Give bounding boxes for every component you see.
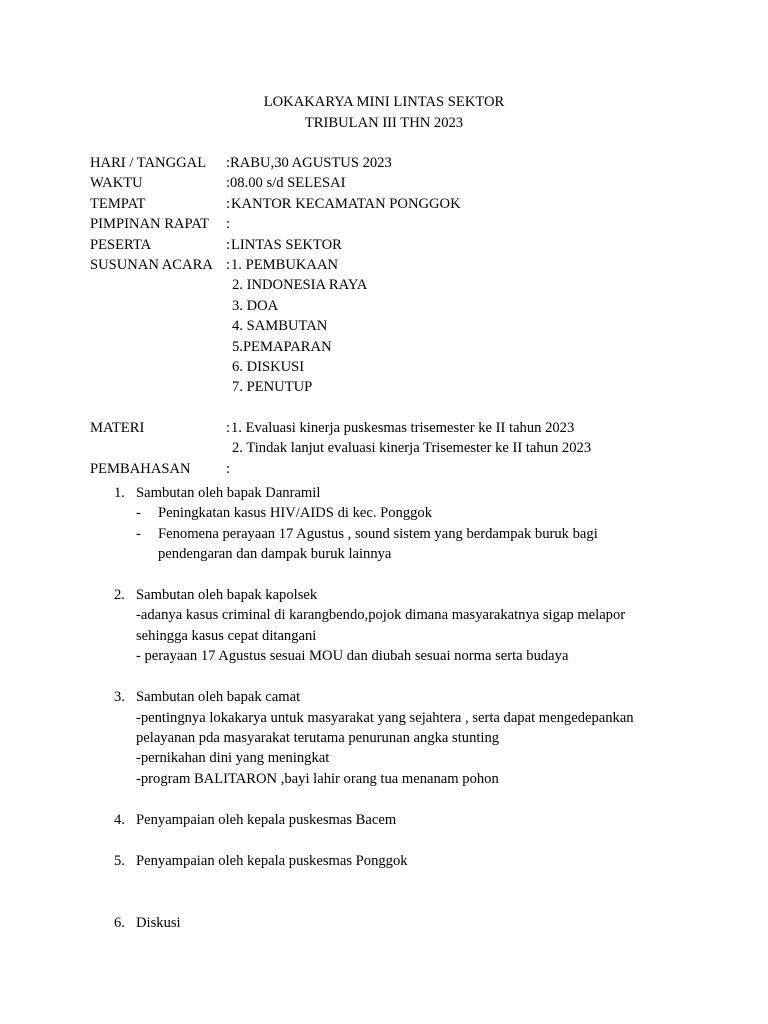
list-number: 1. bbox=[114, 485, 125, 501]
field-colon: : bbox=[226, 420, 231, 437]
list-line-text: -adanya kasus criminal di karangbendo,pojok dimana masyarakatnya sigap melapor bbox=[136, 607, 626, 623]
list-line-text: -program BALITARON ,bayi lahir orang tua menanam pohon bbox=[136, 771, 499, 787]
agenda-item: 7. PENUTUP bbox=[232, 379, 313, 396]
field-colon: : bbox=[226, 155, 231, 171]
list-title: Diskusi bbox=[136, 915, 181, 931]
field-value: KANTOR KECAMATAN PONGGOK bbox=[231, 195, 461, 212]
bullet-text: Peningkatan kasus HIV/AIDS di kec. Ponggok bbox=[158, 505, 433, 521]
list-title: Sambutan oleh bapak camat bbox=[136, 689, 301, 705]
materi-item: 1. Evaluasi kinerja puskesmas trisemester ke II tahun 2023 bbox=[231, 420, 575, 437]
list-title: Penyampaian oleh kepala puskesmas Bacem bbox=[136, 812, 397, 828]
list-number: 3. bbox=[114, 689, 125, 705]
bullet-dash: - bbox=[136, 505, 141, 521]
list-number: 2. bbox=[114, 587, 125, 603]
list-line-text: -pentingnya lokakarya untuk masyarakat yang sejahtera , serta dapat mengedepankan bbox=[136, 710, 634, 726]
field-value: LINTAS SEKTOR bbox=[231, 236, 342, 253]
field-label: MATERI bbox=[90, 420, 145, 437]
bullet-text: pendengaran dan dampak buruk lainnya bbox=[158, 546, 392, 562]
agenda-item: 6. DISKUSI bbox=[232, 358, 305, 375]
field-label: WAKTU bbox=[90, 175, 143, 192]
agenda-item: 3. DOA bbox=[232, 297, 279, 314]
agenda-item: 2. INDONESIA RAYA bbox=[232, 277, 368, 294]
list-title: Sambutan oleh bapak kapolsek bbox=[136, 587, 318, 603]
list-line-text: -pernikahan dini yang meningkat bbox=[136, 750, 330, 766]
field-label: SUSUNAN ACARA bbox=[90, 256, 213, 273]
field-colon: : bbox=[226, 216, 231, 233]
list-line-text: sehingga kasus cepat ditangani bbox=[136, 628, 317, 644]
list-number: 5. bbox=[114, 853, 125, 869]
document-subtitle: TRIBULAN III THN 2023 bbox=[304, 115, 464, 131]
bullet-dash: - bbox=[136, 526, 141, 542]
field-colon: : bbox=[226, 175, 231, 192]
field-colon: : bbox=[226, 460, 231, 477]
field-label: TEMPAT bbox=[90, 195, 146, 212]
field-label: PESERTA bbox=[90, 236, 152, 253]
list-line-text: pelayanan pda masyarakat terutama penurunan angka stunting bbox=[136, 730, 500, 746]
list-title: Penyampaian oleh kepala puskesmas Ponggok bbox=[136, 853, 408, 869]
field-label: PEMBAHASAN bbox=[90, 460, 191, 477]
document-title: LOKAKARYA MINI LINTAS SEKTOR bbox=[263, 94, 505, 110]
list-number: 6. bbox=[114, 915, 125, 931]
field-colon: : bbox=[226, 195, 231, 212]
field-label: HARI / TANGGAL bbox=[90, 155, 207, 171]
field-value: RABU,30 AGUSTUS 2023 bbox=[230, 155, 392, 171]
list-title: Sambutan oleh bapak Danramil bbox=[136, 485, 321, 501]
list-line-text: - perayaan 17 Agustus sesuai MOU dan diubah sesuai norma serta budaya bbox=[136, 648, 569, 664]
agenda-item: 1. PEMBUKAAN bbox=[231, 256, 339, 273]
materi-item: 2. Tindak lanjut evaluasi kinerja Trisemester ke II tahun 2023 bbox=[232, 440, 592, 457]
field-colon: : bbox=[226, 256, 231, 273]
list-number: 4. bbox=[114, 812, 125, 828]
field-label: PIMPINAN RAPAT bbox=[90, 216, 210, 233]
field-colon: : bbox=[226, 236, 231, 253]
agenda-item: 5.PEMAPARAN bbox=[232, 338, 332, 355]
field-value: 08.00 s/d SELESAI bbox=[230, 175, 346, 192]
bullet-text: Fenomena perayaan 17 Agustus , sound sistem yang berdampak buruk bagi bbox=[158, 526, 598, 542]
agenda-item: 4. SAMBUTAN bbox=[232, 318, 328, 335]
